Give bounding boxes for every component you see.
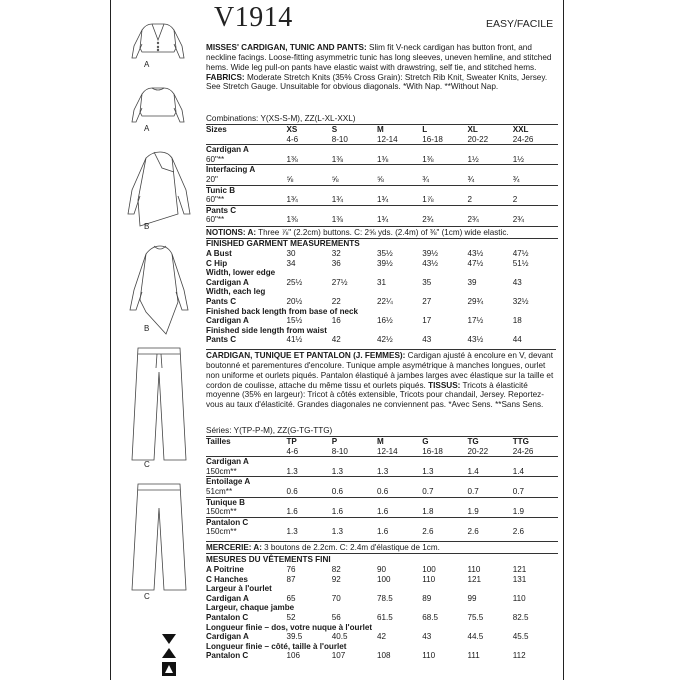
table-row: [206, 307, 558, 317]
measurement-name: Finished back length from base of neck: [206, 306, 359, 316]
difficulty-label: EASY/FACILE: [486, 18, 554, 30]
fabric-width: 51cm**: [206, 486, 233, 496]
english-description: [206, 43, 556, 92]
table-row: [206, 278, 558, 288]
yardage-value: 1⅜: [422, 154, 434, 164]
fold-indicator-icons: [160, 632, 178, 683]
measurement-value: 61.5: [376, 612, 393, 622]
cardigan-front-sketch: [132, 24, 184, 58]
fabric-width: 60"**: [206, 215, 225, 225]
tunic-back-sketch: [130, 246, 188, 334]
size-cell: TP: [286, 437, 331, 447]
english-fabrics: Moderate Stretch Knits (35% Cross Grain): Stretch Rib Knit, Sweater Knits, Jersey. See Stretch Gauge. Unsuitable for obvious diagonals. *With Nap. **Without Nap.: [206, 72, 548, 92]
table-row: [206, 487, 558, 497]
size-number: 12-14: [376, 134, 398, 144]
measurement-value: 75.5: [467, 612, 484, 622]
yardage-value: 0.7: [512, 486, 524, 496]
yardage-value: 1⅜: [331, 154, 343, 164]
measurement-value: 20½: [286, 296, 303, 306]
yardage-value: ⅝: [286, 174, 294, 184]
size-cell: XS: [286, 125, 331, 135]
sketch-label: C: [144, 592, 150, 601]
size-number: 4-6: [286, 446, 299, 456]
measurement-name: Finished side length from waist: [206, 325, 327, 335]
measurement-value: 99: [467, 593, 477, 603]
measurement-value: 111: [467, 651, 480, 661]
yardage-value: 2.6: [467, 527, 479, 537]
measurement-name: C Hip: [206, 258, 228, 268]
size-number: 12-14: [376, 446, 398, 456]
fabric-width: 60"**: [206, 195, 225, 205]
table-row: [206, 205, 558, 215]
measurement-value: 16½: [376, 316, 393, 326]
measurement-name: Pants C: [206, 296, 237, 306]
french-finished-title: MESURES DU VÊTEMENTS FINI: [206, 555, 331, 564]
size-number: 8-10: [331, 446, 348, 456]
measurement-value: 39.5: [286, 632, 303, 642]
table-row: [206, 613, 558, 623]
table-row: [206, 584, 558, 594]
sizes-label: Sizes: [206, 125, 286, 135]
garment-name: Cardigan A: [206, 145, 558, 155]
table-row: [206, 145, 558, 155]
table-row: [206, 623, 558, 633]
garment-name: Tunique B: [206, 497, 558, 507]
table-row: [206, 467, 558, 477]
yardage-value: ⅝: [376, 174, 384, 184]
measurement-value: 41½: [286, 335, 303, 345]
yardage-value: ⅝: [331, 174, 339, 184]
garment-name: Tunic B: [206, 185, 558, 195]
measurement-value: 42½: [376, 335, 393, 345]
yardage-value: 1⅜: [286, 215, 298, 225]
measurement-value: 110: [467, 565, 481, 574]
yardage-value: 0.7: [422, 486, 434, 496]
measurement-value: 107: [331, 651, 346, 661]
size-cell: TTG: [513, 437, 558, 447]
yardage-value: 2.6: [512, 527, 524, 537]
measurement-name: Pantalon C: [206, 651, 249, 661]
measurement-value: 35: [422, 277, 432, 287]
fabric-width: 60"**: [206, 154, 225, 164]
garment-name: Cardigan A: [206, 457, 558, 467]
yardage-value: ¾: [422, 174, 429, 184]
table-row: [206, 249, 558, 259]
yardage-value: 2¾: [512, 215, 524, 225]
garment-sketches: [112, 0, 204, 680]
measurement-value: 82.5: [512, 612, 529, 622]
yardage-value: 0.6: [331, 486, 343, 496]
french-fabrics-label: TISSUS:: [428, 380, 461, 390]
english-fabrics-label: FABRICS:: [206, 72, 245, 82]
measurement-value: 110: [422, 574, 436, 584]
yardage-value: 0.6: [286, 486, 298, 496]
measurement-value: 45.5: [512, 632, 529, 642]
measurement-value: 110: [512, 593, 526, 603]
english-yardage-table: [206, 124, 558, 225]
measurement-value: 87: [286, 574, 296, 584]
measurement-value: 82: [331, 565, 341, 574]
french-title: CARDIGAN, TUNIQUE ET PANTALON (J. FEMMES):: [206, 351, 406, 360]
measurement-value: 42: [376, 632, 386, 642]
french-desc: Cardigan ajusté à encolure en V, devant boutonné et parementures d'encolure. Tunique ample asymétrique à manches longues, ourlet non uniforme et ourlets piqués. Pantalon élastiqué à jambes larges avec élastique sur la taille et cordon de coulisse, attache du même tissu et ourlets piqués.: [206, 351, 554, 390]
notions-text: 3 boutons de 2.2cm. C: 2.4m d'élastique de 1cm.: [261, 543, 440, 552]
size-cell: G: [422, 437, 467, 447]
measurement-value: 43: [422, 335, 432, 345]
measurement-value: 44: [512, 335, 522, 345]
table-row: [206, 215, 558, 225]
yardage-value: 1⅜: [376, 154, 389, 164]
measurement-value: 39: [467, 277, 477, 287]
size-cell: XXL: [513, 125, 558, 135]
yardage-value: 1.6: [286, 507, 298, 517]
table-row: [206, 259, 558, 269]
table-row: [206, 287, 558, 297]
measurement-name: Cardigan A: [206, 316, 249, 326]
sketch-column: [112, 0, 204, 680]
measurement-name: Pants C: [206, 335, 237, 345]
table-row: [206, 477, 558, 487]
table-row: [206, 297, 558, 307]
french-fabrics: Tricots à élasticité moyenne (35% en largeur): Tricot à côtés extensible, Tricots pour chandail, Jersey. Reportez-vous au taux d'élasticité. Grandes diagonales ne conviennent pas. *Avec Sens. **Sans Sens.: [206, 380, 544, 410]
size-number: 16-18: [422, 446, 443, 456]
measurement-value: 40.5: [331, 632, 348, 642]
measurement-value: 110: [422, 651, 436, 661]
measurement-name: A Bust: [206, 249, 232, 258]
measurement-value: 100: [422, 565, 436, 574]
table-row: [206, 155, 558, 165]
size-number: 24-26: [512, 134, 534, 144]
sketch-label: B: [144, 324, 150, 333]
measurement-value: 18: [512, 316, 522, 326]
pants-front-sketch: [132, 348, 186, 460]
yardage-value: 1¾: [286, 195, 298, 205]
measurement-value: 68.5: [422, 612, 438, 622]
measurement-value: 76: [286, 565, 296, 574]
measurement-value: 92: [331, 574, 341, 584]
sketch-label: B: [144, 222, 150, 231]
measurement-value: 17: [422, 316, 432, 326]
english-combinations: Combinations: Y(XS-S-M), ZZ(L-XL-XXL): [206, 114, 356, 123]
measurement-name: Cardigan A: [206, 593, 249, 603]
sketch-label: A: [144, 60, 150, 69]
yardage-value: 1.3: [286, 466, 298, 476]
measurement-value: 121: [467, 574, 481, 584]
table-row: [206, 575, 558, 585]
measurement-value: 39½: [422, 249, 438, 258]
measurement-value: 30: [286, 249, 296, 258]
table-row: [206, 335, 558, 345]
size-number: 20-22: [467, 134, 489, 144]
measurement-value: 44.5: [467, 632, 484, 642]
cardigan-back-sketch: [132, 88, 184, 122]
table-row: [206, 651, 558, 661]
yardage-value: 1⅜: [286, 154, 298, 164]
yardage-value: 2.6: [422, 527, 434, 537]
yardage-value: 1.9: [467, 507, 479, 517]
sketch-label: A: [144, 124, 150, 133]
table-row: [206, 457, 558, 467]
yardage-value: 1½: [467, 154, 479, 164]
garment-name: Pants C: [206, 205, 558, 215]
notions-label: MERCERIE: A:: [206, 543, 262, 552]
pattern-code: V1914: [214, 2, 293, 33]
measurement-value: 32: [331, 249, 341, 258]
measurement-value: 27: [422, 296, 432, 306]
measurement-name: A Poitrine: [206, 565, 244, 574]
yardage-value: 0.6: [376, 486, 389, 496]
table-row: [206, 175, 558, 185]
measurement-name: Cardigan A: [206, 632, 249, 642]
yardage-value: 1.4: [512, 466, 524, 476]
size-number: 4-6: [286, 134, 299, 144]
english-desc: Slim fit V-neck cardigan has button front, and neckline facings. Loose-fitting asymmetric tunic has long sleeves, uneven hemline, and stitched hems. Wide leg pull-on pants have elastic waist with drawstring, self tie, and stitched hems.: [206, 43, 552, 72]
measurement-value: 29¾: [467, 296, 484, 306]
measurement-name: Width, lower edge: [206, 268, 276, 278]
yardage-value: 1¾: [376, 215, 389, 225]
measurement-name: Pantalon C: [206, 612, 249, 622]
size-cell: XL: [467, 125, 512, 135]
measurement-value: 31: [376, 277, 386, 287]
table-row: [206, 316, 558, 326]
garment-name: Entoilage A: [206, 477, 558, 487]
table-row: [206, 565, 558, 575]
measurement-value: 65: [286, 593, 296, 603]
measurement-value: 22¼: [376, 296, 393, 306]
yardage-value: 1¾: [331, 195, 343, 205]
measurement-value: 90: [376, 565, 386, 574]
yardage-value: 1.6: [376, 527, 389, 537]
measurement-value: 78.5: [376, 593, 393, 603]
measurement-name: Largeur, chaque jambe: [206, 603, 295, 613]
tunic-front-sketch: [128, 152, 190, 226]
yardage-value: 1.6: [376, 507, 389, 517]
measurement-value: 89: [422, 593, 432, 603]
table-row: [206, 527, 558, 537]
measurement-value: 32½: [512, 296, 529, 306]
french-notions: [206, 541, 558, 554]
yardage-value: 1.4: [467, 466, 479, 476]
french-yardage-table: [206, 436, 558, 537]
size-number: 24-26: [512, 446, 534, 456]
yardage-value: ¾: [512, 174, 520, 184]
pants-back-sketch: [132, 484, 186, 590]
size-cell: S: [332, 125, 377, 135]
measurement-value: 112: [512, 651, 526, 661]
size-cell: P: [332, 437, 377, 447]
measurement-value: 47½: [467, 258, 484, 268]
sketch-label: C: [144, 460, 150, 469]
measurement-value: 16: [331, 316, 341, 326]
yardage-value: 1.3: [286, 527, 298, 537]
french-combinations: Séries: Y(TP-P-M), ZZ(G-TG-TTG): [206, 426, 333, 435]
english-notions: [206, 226, 558, 239]
measurement-value: 43½: [467, 249, 484, 258]
fabric-width: 150cm**: [206, 507, 237, 517]
measurement-name: C Hanches: [206, 574, 248, 584]
fabric-width: 150cm**: [206, 527, 237, 537]
table-row: [206, 135, 558, 145]
yardage-value: 1⅜: [331, 215, 343, 225]
size-cell: L: [422, 125, 467, 135]
yardage-value: 2¾: [422, 215, 434, 225]
measurement-value: 15½: [286, 316, 303, 326]
garment-name: Interfacing A: [206, 165, 558, 175]
fabric-width: 20": [206, 174, 218, 184]
english-finished-table: [206, 249, 558, 345]
measurement-value: 106: [286, 651, 300, 661]
measurement-value: 56: [331, 612, 341, 622]
english-finished-title: FINISHED GARMENT MEASUREMENTS: [206, 239, 360, 248]
yardage-value: 0.7: [467, 486, 479, 496]
measurement-value: 35½: [376, 249, 393, 258]
yardage-value: 1.6: [331, 507, 343, 517]
size-cell: TG: [467, 437, 512, 447]
yardage-value: 1.8: [422, 507, 434, 517]
table-row: [206, 165, 558, 175]
measurement-value: 70: [331, 593, 341, 603]
measurement-value: 100: [376, 574, 391, 584]
fabric-width: 150cm**: [206, 466, 237, 476]
measurement-name: Largeur à l'ourlet: [206, 584, 272, 594]
yardage-value: 1⅞: [422, 195, 434, 205]
measurement-value: 108: [376, 651, 391, 661]
measurement-value: 47½: [512, 249, 529, 258]
measurement-value: 43: [512, 277, 522, 287]
yardage-value: 2: [512, 195, 518, 205]
table-row: [206, 632, 558, 642]
table-row: [206, 642, 558, 652]
yardage-value: 1½: [512, 154, 524, 164]
measurement-name: Longueur finie – côté, taille à l'ourlet: [206, 641, 347, 651]
table-row: [206, 447, 558, 457]
measurement-value: 42: [331, 335, 341, 345]
measurement-value: 43: [422, 632, 432, 642]
measurement-value: 43½: [467, 335, 484, 345]
yardage-value: 1¾: [376, 195, 389, 205]
yardage-value: ¾: [467, 174, 475, 184]
table-row: [206, 594, 558, 604]
measurement-value: 121: [512, 565, 527, 574]
measurement-value: 34: [286, 258, 296, 268]
table-row: [206, 326, 558, 336]
measurement-value: 25½: [286, 277, 303, 287]
size-cell: M: [377, 437, 422, 447]
yardage-value: 1.3: [331, 466, 343, 476]
measurement-value: 51½: [512, 258, 529, 268]
sizes-label: Tailles: [206, 437, 286, 447]
table-row: [206, 497, 558, 507]
size-cell: M: [377, 125, 422, 135]
garment-name: Pantalon C: [206, 517, 558, 527]
measurement-name: Longueur finie – dos, votre nuque à l'ourlet: [206, 622, 373, 632]
french-finished-table: [206, 565, 558, 661]
english-title: MISSES' CARDIGAN, TUNIC AND PANTS:: [206, 43, 367, 52]
yardage-value: 1.3: [422, 466, 434, 476]
yardage-value: 2¾: [467, 215, 479, 225]
table-row: [206, 125, 558, 135]
measurement-value: 39½: [376, 258, 393, 268]
size-number: 20-22: [467, 446, 489, 456]
table-row: [206, 603, 558, 613]
table-row: [206, 268, 558, 278]
notions-text: Three ⅞" (2.2cm) buttons. C: 2⅝ yds. (2.4m) of ⅜" (1cm) wide elastic.: [256, 228, 509, 237]
measurement-value: 36: [331, 258, 341, 268]
yardage-value: 1.9: [512, 507, 524, 517]
french-description: [206, 349, 556, 410]
yardage-value: 2: [467, 195, 472, 205]
table-row: [206, 185, 558, 195]
measurement-value: 131: [512, 574, 527, 584]
size-number: 8-10: [331, 134, 348, 144]
size-number: 16-18: [422, 134, 443, 144]
measurement-value: 27½: [331, 277, 348, 287]
notions-label: NOTIONS: A:: [206, 228, 257, 237]
table-row: [206, 195, 558, 205]
yardage-value: 1.3: [376, 466, 389, 476]
measurement-name: Width, each leg: [206, 287, 266, 297]
measurement-value: 52: [286, 612, 296, 622]
table-row: [206, 507, 558, 517]
measurement-value: 22: [331, 296, 341, 306]
measurement-value: 43½: [422, 258, 438, 268]
measurement-value: 17½: [467, 316, 484, 326]
measurement-name: Cardigan A: [206, 277, 249, 287]
table-row: [206, 517, 558, 527]
table-row: [206, 437, 558, 447]
yardage-value: 1.3: [331, 527, 343, 537]
